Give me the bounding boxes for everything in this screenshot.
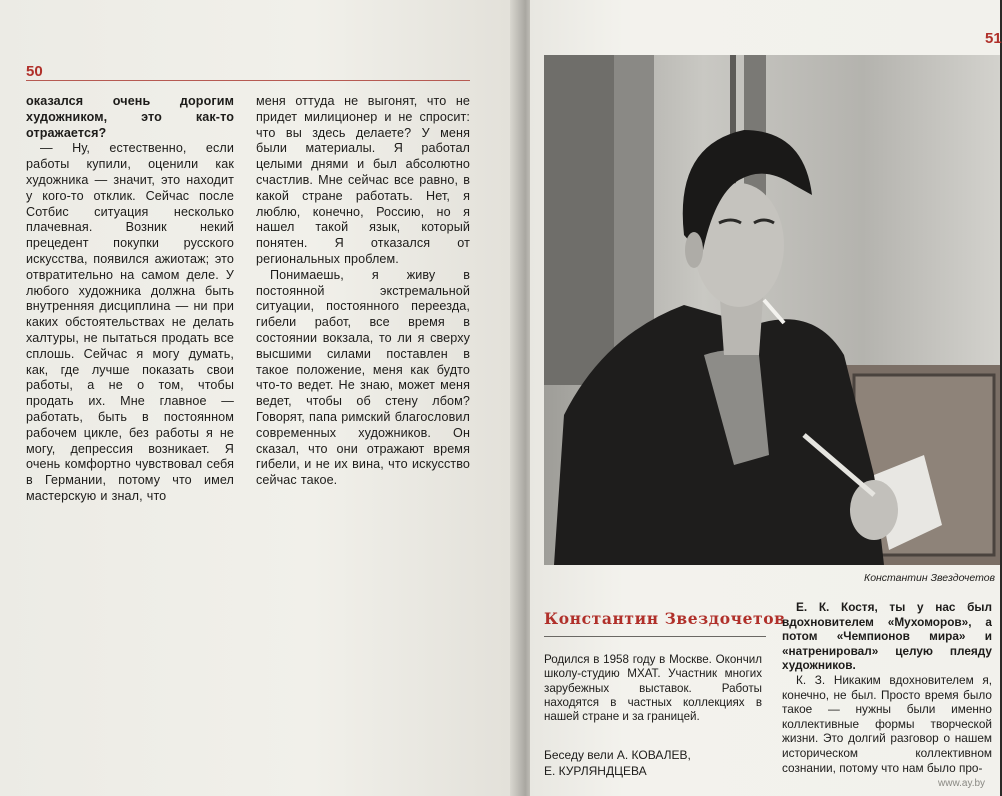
credits-line-1: Беседу вели А. КОВАЛЕВ,	[544, 748, 691, 762]
answer-continued: меня оттуда не выгонят, что не придет милиционер и не спросит: что вы здесь делаете? У меня были материалы. Я работал целыми днями и был абсолютно счастлив. Мне сейчас все равно, в какой стране работать. Нет, я люблю, конечно, Россию, но я нашел такой язык, который понятен. Я отказался от региональных проблем.	[256, 94, 470, 266]
heading-rule	[544, 636, 766, 637]
interview-question: оказался очень дорогим художником, это как-то отражается?	[26, 94, 234, 140]
interview-answer: — Ну, естественно, если работы купили, оценили как художника — значит, это находит у кого-то отклик. Сейчас после Сотбис ситуация несколько плачевная. Возник некий прецедент покупки русского искусства, появился ажиотаж; это отвратительно на самом деле. У любого художника должна быть внутренняя дисциплина — ни при каких обстоятельствах не делать халтуры, не пытаться продать все сплошь. Сейчас я могу думать, как, где лучше показать свои работы, а не о том, чтобы продать их. Мне главное — работать, быть в постоянном рабочем цикле, без работы я не могу, депрессия возникает. Я очень комфортно чувствовал себя в Германии, потому что имел мастерскую и знал, что	[26, 141, 234, 503]
right-page	[530, 0, 1000, 796]
dialogue-question: Е. К. Костя, ты у нас был вдохновителем «Мухоморов», а потом «Чемпионов мира» и «натренировал» целую плеяду художников.	[782, 600, 992, 673]
credits-line-2: Е. КУРЛЯНДЦЕВА	[544, 763, 647, 778]
artist-bio: Родился в 1958 году в Москве. Окончил школу-студию МХАТ. Участник многих зарубежных выставок. Работы находятся в частных коллекциях в нашей стране и за границей.	[544, 653, 762, 724]
text-column-1	[26, 94, 234, 505]
page-number-right: 51	[985, 30, 1002, 47]
header-rule-left	[26, 80, 470, 81]
watermark: www.ay.by	[938, 778, 986, 789]
text-column-2	[256, 94, 470, 489]
artist-name-heading: Константин Звездочетов	[544, 609, 786, 628]
portrait-illustration	[544, 55, 1000, 565]
answer-paragraph-2: Понимаешь, я живу в постоянной экстремальной ситуации, постоянного переезда, гибели работ, все время в состоянии вокзала, то ли я сверху высшими силами поставлен в такое положение, меня как будто что-то ведет. Не знаю, может меня ведет, чтобы об стену лбом? Говорят, папа римский благословил современных художников. Он сказал, что они отражают время гибели, и не их вина, что искусство сейчас такое.	[256, 267, 470, 488]
interview-credits	[544, 748, 784, 779]
page-number-left: 50	[26, 63, 43, 80]
dialogue-column	[782, 600, 992, 775]
artist-photo	[544, 55, 1000, 565]
dialogue-answer: К. З. Никаким вдохновителем я, конечно, не был. Просто время было такое — нужны были именно коллективные формы творческой жизни. Это долгий разговор о нашем историческом коллективном сознании, потому что нам было про-	[782, 672, 992, 775]
photo-caption: Константин Звездочетов	[864, 572, 996, 584]
